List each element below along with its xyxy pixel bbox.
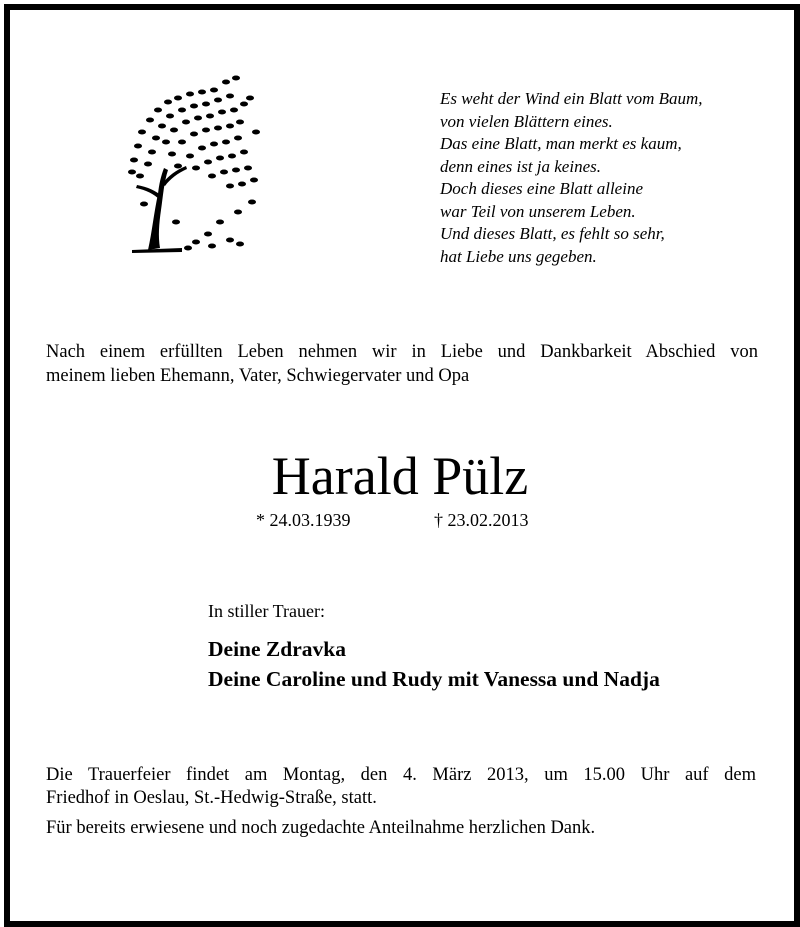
- mourner-name: Deine Zdravka: [208, 637, 346, 661]
- birth-date: * 24.03.1939: [256, 510, 351, 530]
- windblown-tree-icon: [112, 72, 262, 257]
- poem: [440, 88, 703, 268]
- service-line: Die Trauerfeier findet am Montag, den 4. März 2013, um 15.00 Uhr auf dem: [46, 765, 756, 785]
- poem-line: Und dieses Blatt, es fehlt so sehr,: [440, 224, 665, 243]
- deceased-name: Harald Pülz: [271, 446, 529, 506]
- poem-line: Doch dieses eine Blatt alleine: [440, 179, 643, 198]
- intro-text: [46, 340, 758, 388]
- poem-line: war Teil von unserem Leben.: [440, 201, 636, 221]
- intro-line: Nach einem erfüllten Leben nehmen wir in Liebe und Dankbarkeit Abschied von: [46, 342, 758, 362]
- mourner-name: Deine Caroline und Rudy mit Vanessa und Nadja: [208, 667, 660, 691]
- poem-line: Es weht der Wind ein Blatt vom Baum,: [440, 89, 703, 108]
- service-line: Friedhof in Oeslau, St.-Hedwig-Straße, statt.: [46, 788, 377, 808]
- thanks-text: Für bereits erwiesene und noch zugedachte Anteilnahme herzlichen Dank.: [46, 818, 596, 838]
- poem-line: hat Liebe uns gegeben.: [440, 246, 597, 266]
- intro-line: meinem lieben Ehemann, Vater, Schwiegervater und Opa: [46, 366, 470, 386]
- mourners-heading: In stiller Trauer:: [208, 601, 325, 621]
- service-info: [46, 764, 756, 810]
- poem-line: von vielen Blättern eines.: [440, 111, 613, 131]
- mourners-list: [208, 634, 660, 694]
- poem-line: Das eine Blatt, man merkt es kaum,: [440, 134, 682, 153]
- poem-line: denn eines ist ja keines.: [440, 156, 601, 176]
- death-date: † 23.02.2013: [434, 510, 529, 530]
